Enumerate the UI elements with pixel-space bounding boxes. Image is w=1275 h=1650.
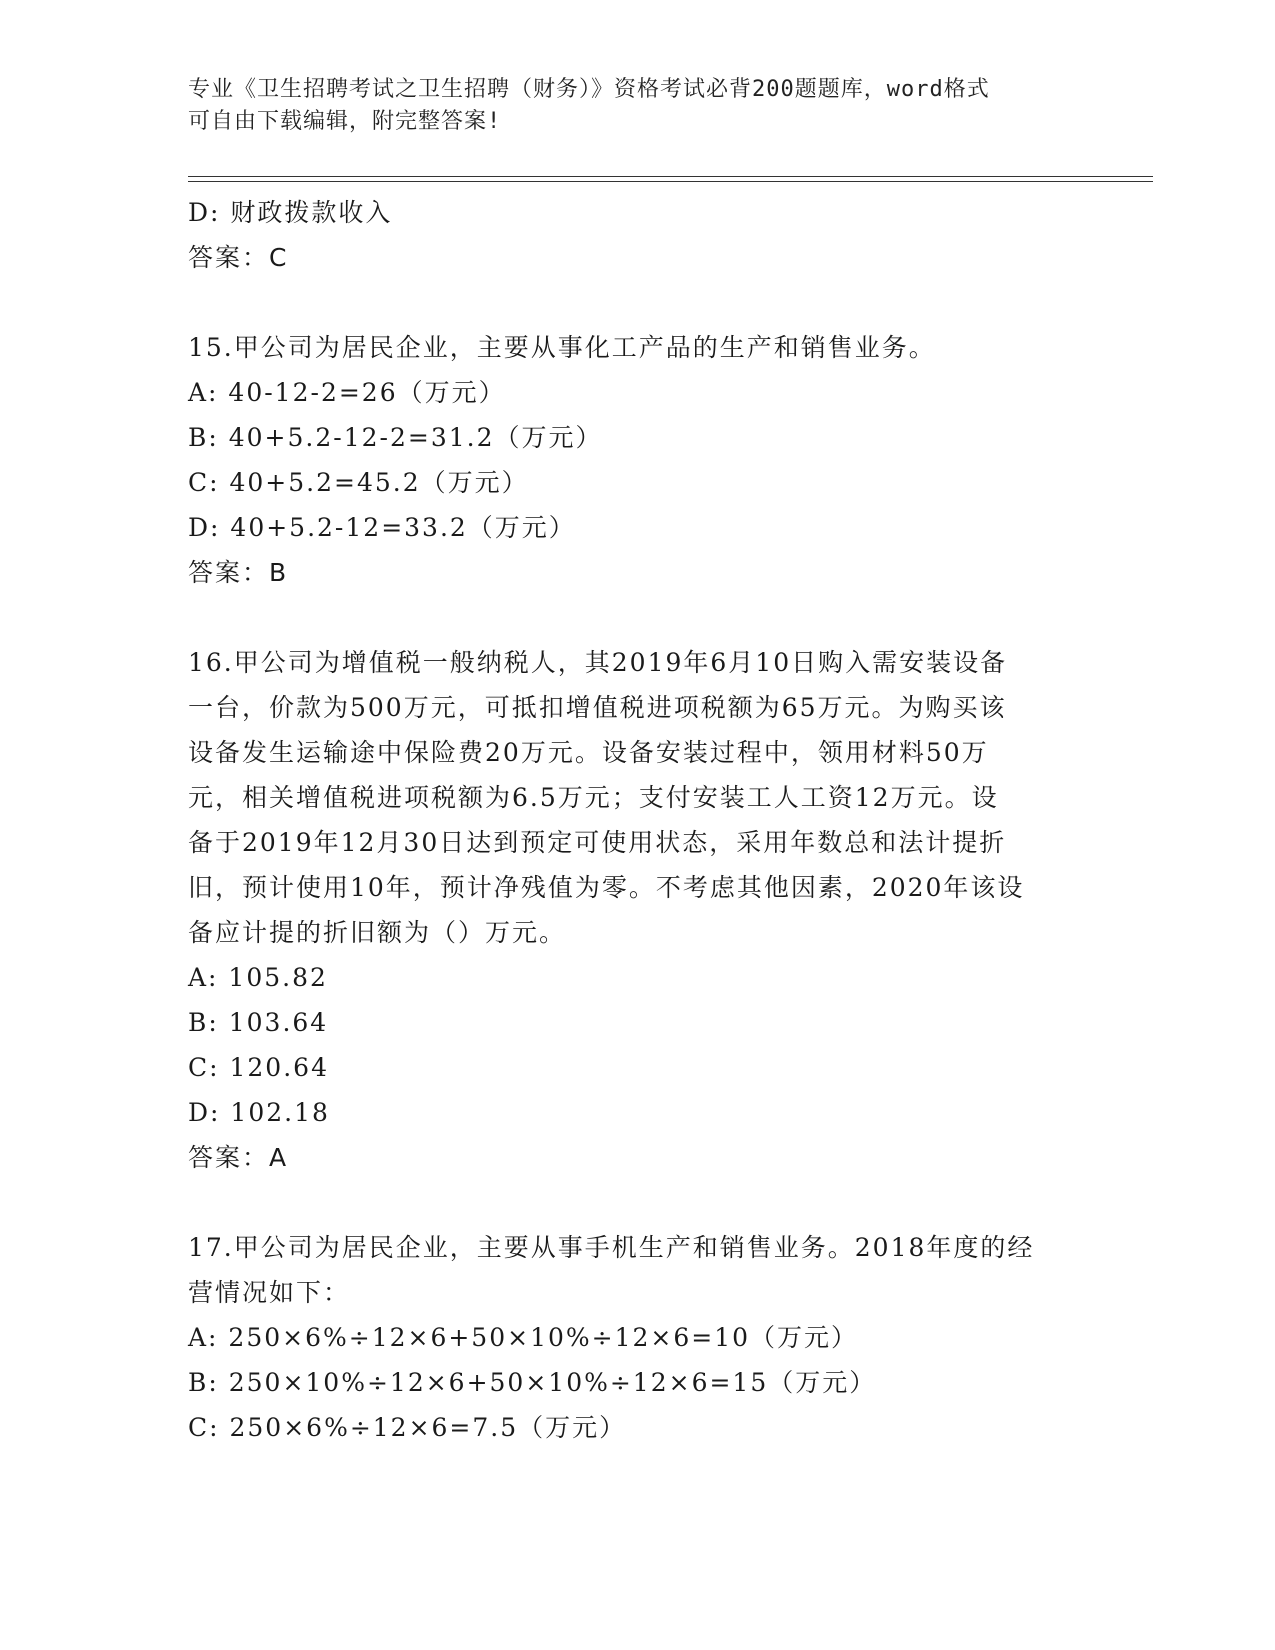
question-16: [188, 640, 1088, 1180]
answer-line: 答案：B: [188, 558, 289, 587]
spacer: [188, 280, 1088, 325]
question-stem-line: 备应计提的折旧额为（）万元。: [188, 918, 567, 947]
document-header: [188, 74, 1068, 138]
question-17: [188, 1225, 1088, 1450]
option-b: B: 250×10%÷12×6+50×10%÷12×6=15（万元）: [188, 1368, 877, 1397]
question-15: [188, 325, 1088, 595]
spacer: [188, 595, 1088, 640]
option-b: B: 40+5.2-12-2=31.2（万元）: [188, 423, 603, 452]
question-stem-line: 16.甲公司为增值税一般纳税人，其2019年6月10日购入需安装设备: [188, 648, 1008, 677]
header-divider-top: [188, 176, 1153, 177]
header-title-line-1: 专业《卫生招聘考试之卫生招聘（财务）》资格考试必背200题题库，word格式: [188, 77, 990, 102]
question-stem-line: 元，相关增值税进项税额为6.5万元；支付安装工人工资12万元。设: [188, 783, 999, 812]
header-divider-bottom: [188, 181, 1153, 182]
option-a: A: 105.82: [188, 963, 328, 992]
question-stem-line: 设备发生运输途中保险费20万元。设备安装过程中，领用材料50万: [188, 738, 989, 767]
option-d: D: 财政拨款收入: [188, 198, 393, 227]
option-d: D: 40+5.2-12=33.2（万元）: [188, 513, 576, 542]
option-a: A: 40-12-2=26（万元）: [188, 378, 506, 407]
question-stem: 15.甲公司为居民企业，主要从事化工产品的生产和销售业务。: [188, 333, 936, 362]
question-stem-line: 一台，价款为500万元，可抵扣增值税进项税额为65万元。为购买该: [188, 693, 1007, 722]
question-content: [188, 190, 1088, 1450]
answer-line: 答案：C: [188, 243, 289, 272]
option-c: C: 120.64: [188, 1053, 329, 1082]
question-stem-line: 旧，预计使用10年，预计净残值为零。不考虑其他因素，2020年该设: [188, 873, 1025, 902]
option-a: A: 250×6%÷12×6+50×10%÷12×6=10（万元）: [188, 1323, 859, 1352]
question-stem-line: 营情况如下：: [188, 1278, 351, 1307]
option-b: B: 103.64: [188, 1008, 329, 1037]
question-stem-line: 备于2019年12月30日达到预定可使用状态，采用年数总和法计提折: [188, 828, 1007, 857]
option-d: D: 102.18: [188, 1098, 330, 1127]
option-c: C: 40+5.2=45.2（万元）: [188, 468, 529, 497]
option-c: C: 250×6%÷12×6=7.5（万元）: [188, 1413, 627, 1442]
answer-line: 答案：A: [188, 1143, 289, 1172]
header-title-line-2: 可自由下载编辑，附完整答案!: [188, 109, 502, 134]
question-stem-line: 17.甲公司为居民企业，主要从事手机生产和销售业务。2018年度的经: [188, 1233, 1035, 1262]
spacer: [188, 1180, 1088, 1225]
